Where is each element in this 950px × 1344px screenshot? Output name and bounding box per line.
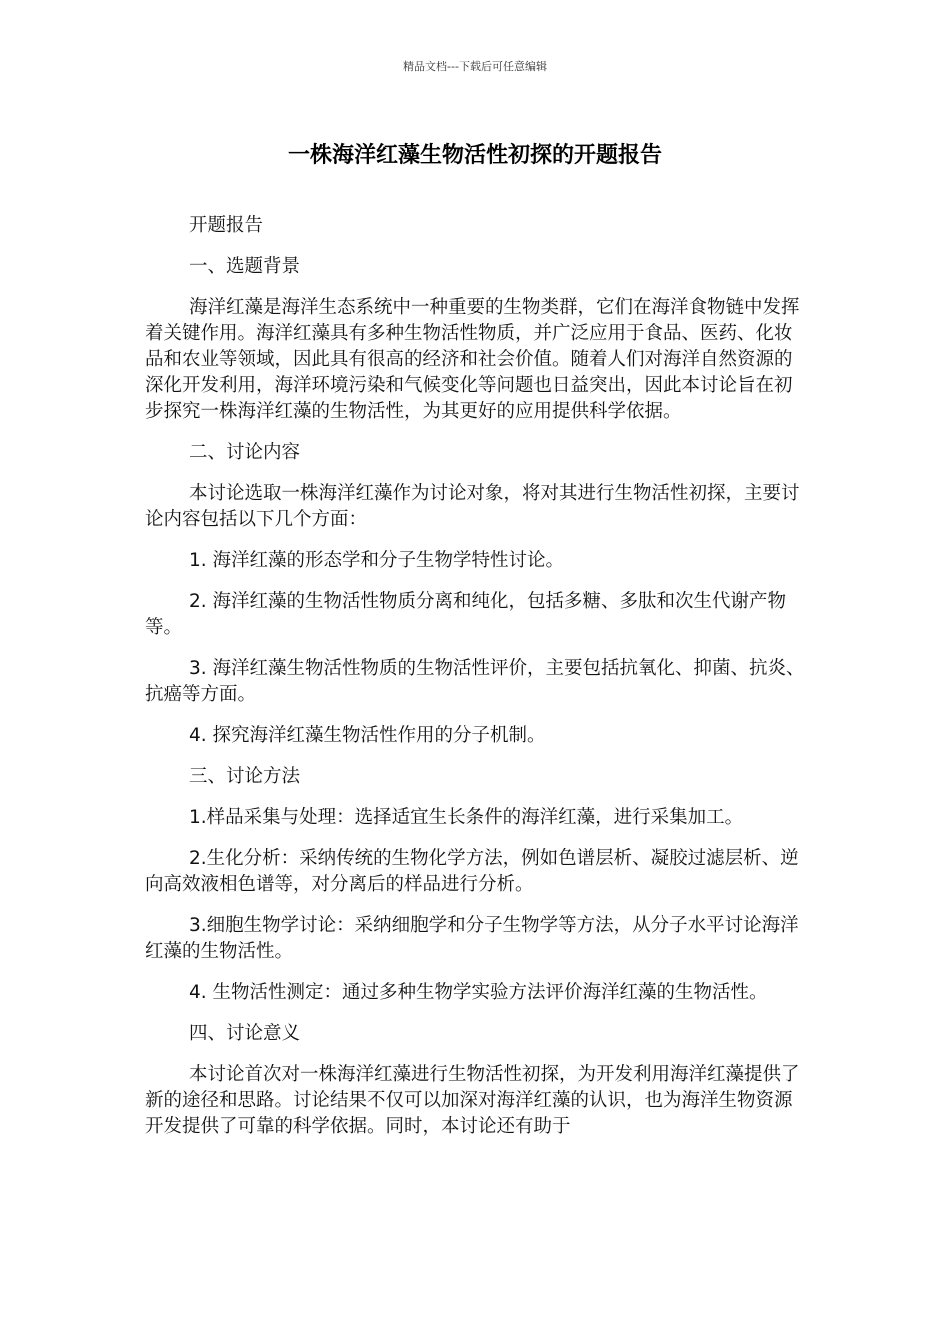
paragraph-significance: 本讨论首次对一株海洋红藻进行生物活性初探，为开发利用海洋红藻提供了新的途径和思路。讨论结果不仅可以加深对海洋红藻的认识，也为海洋生物资源开发提供了可靠的科学依据。同时，本讨论还有助于 [145, 1064, 800, 1137]
header-note: 精品文档---下载后可任意编辑 [403, 60, 547, 73]
paragraph-background: 海洋红藻是海洋生态系统中一种重要的生物类群，它们在海洋食物链中发挥着关键作用。海洋红藻具有多种生物活性物质，并广泛应用于食品、医药、化妆品和农业等领域，因此具有很高的经济和社会价值。随着人们对海洋自然资源的深化开发利用，海洋环境污染和气候变化等问题也日益突出，因此本讨论旨在初步探究一株海洋红藻的生物活性，为其更好的应用提供科学依据。 [145, 297, 800, 422]
list-item-method-4: 4. 生物活性测定：通过多种生物学实验方法评价海洋红藻的生物活性。 [189, 982, 768, 1003]
list-item-method-2: 2.生化分析：采纳传统的生物化学方法，例如色谱层析、凝胶过滤层析、逆向高效液相色谱等，对分离后的样品进行分析。 [145, 848, 799, 895]
heading-methods: 三、讨论方法 [189, 766, 301, 787]
heading-significance: 四、讨论意义 [189, 1023, 301, 1044]
paragraph-content-intro: 本讨论选取一株海洋红藻作为讨论对象，将对其进行生物活性初探，主要讨论内容包括以下几个方面： [145, 483, 800, 530]
document-title: 一株海洋红藻生物活性初探的开题报告 [287, 143, 662, 168]
heading-content: 二、讨论内容 [189, 442, 301, 463]
list-item-content-1: 1. 海洋红藻的形态学和分子生物学特性讨论。 [189, 550, 565, 571]
paragraph-report-label: 开题报告 [189, 215, 264, 236]
list-item-content-4: 4. 探究海洋红藻生物活性作用的分子机制。 [189, 725, 546, 746]
list-item-method-1: 1.样品采集与处理：选择适宜生长条件的海洋红藻，进行采集加工。 [189, 807, 744, 828]
list-item-content-3: 3. 海洋红藻生物活性物质的生物活性评价，主要包括抗氧化、抑菌、抗炎、抗癌等方面。 [145, 658, 805, 705]
list-item-content-2: 2. 海洋红藻的生物活性物质分离和纯化，包括多糖、多肽和次生代谢产物等。 [145, 591, 787, 638]
list-item-method-3: 3.细胞生物学讨论：采纳细胞学和分子生物学等方法，从分子水平讨论海洋红藻的生物活性。 [145, 915, 799, 962]
heading-background: 一、选题背景 [189, 256, 301, 277]
document-body [145, 213, 810, 1155]
